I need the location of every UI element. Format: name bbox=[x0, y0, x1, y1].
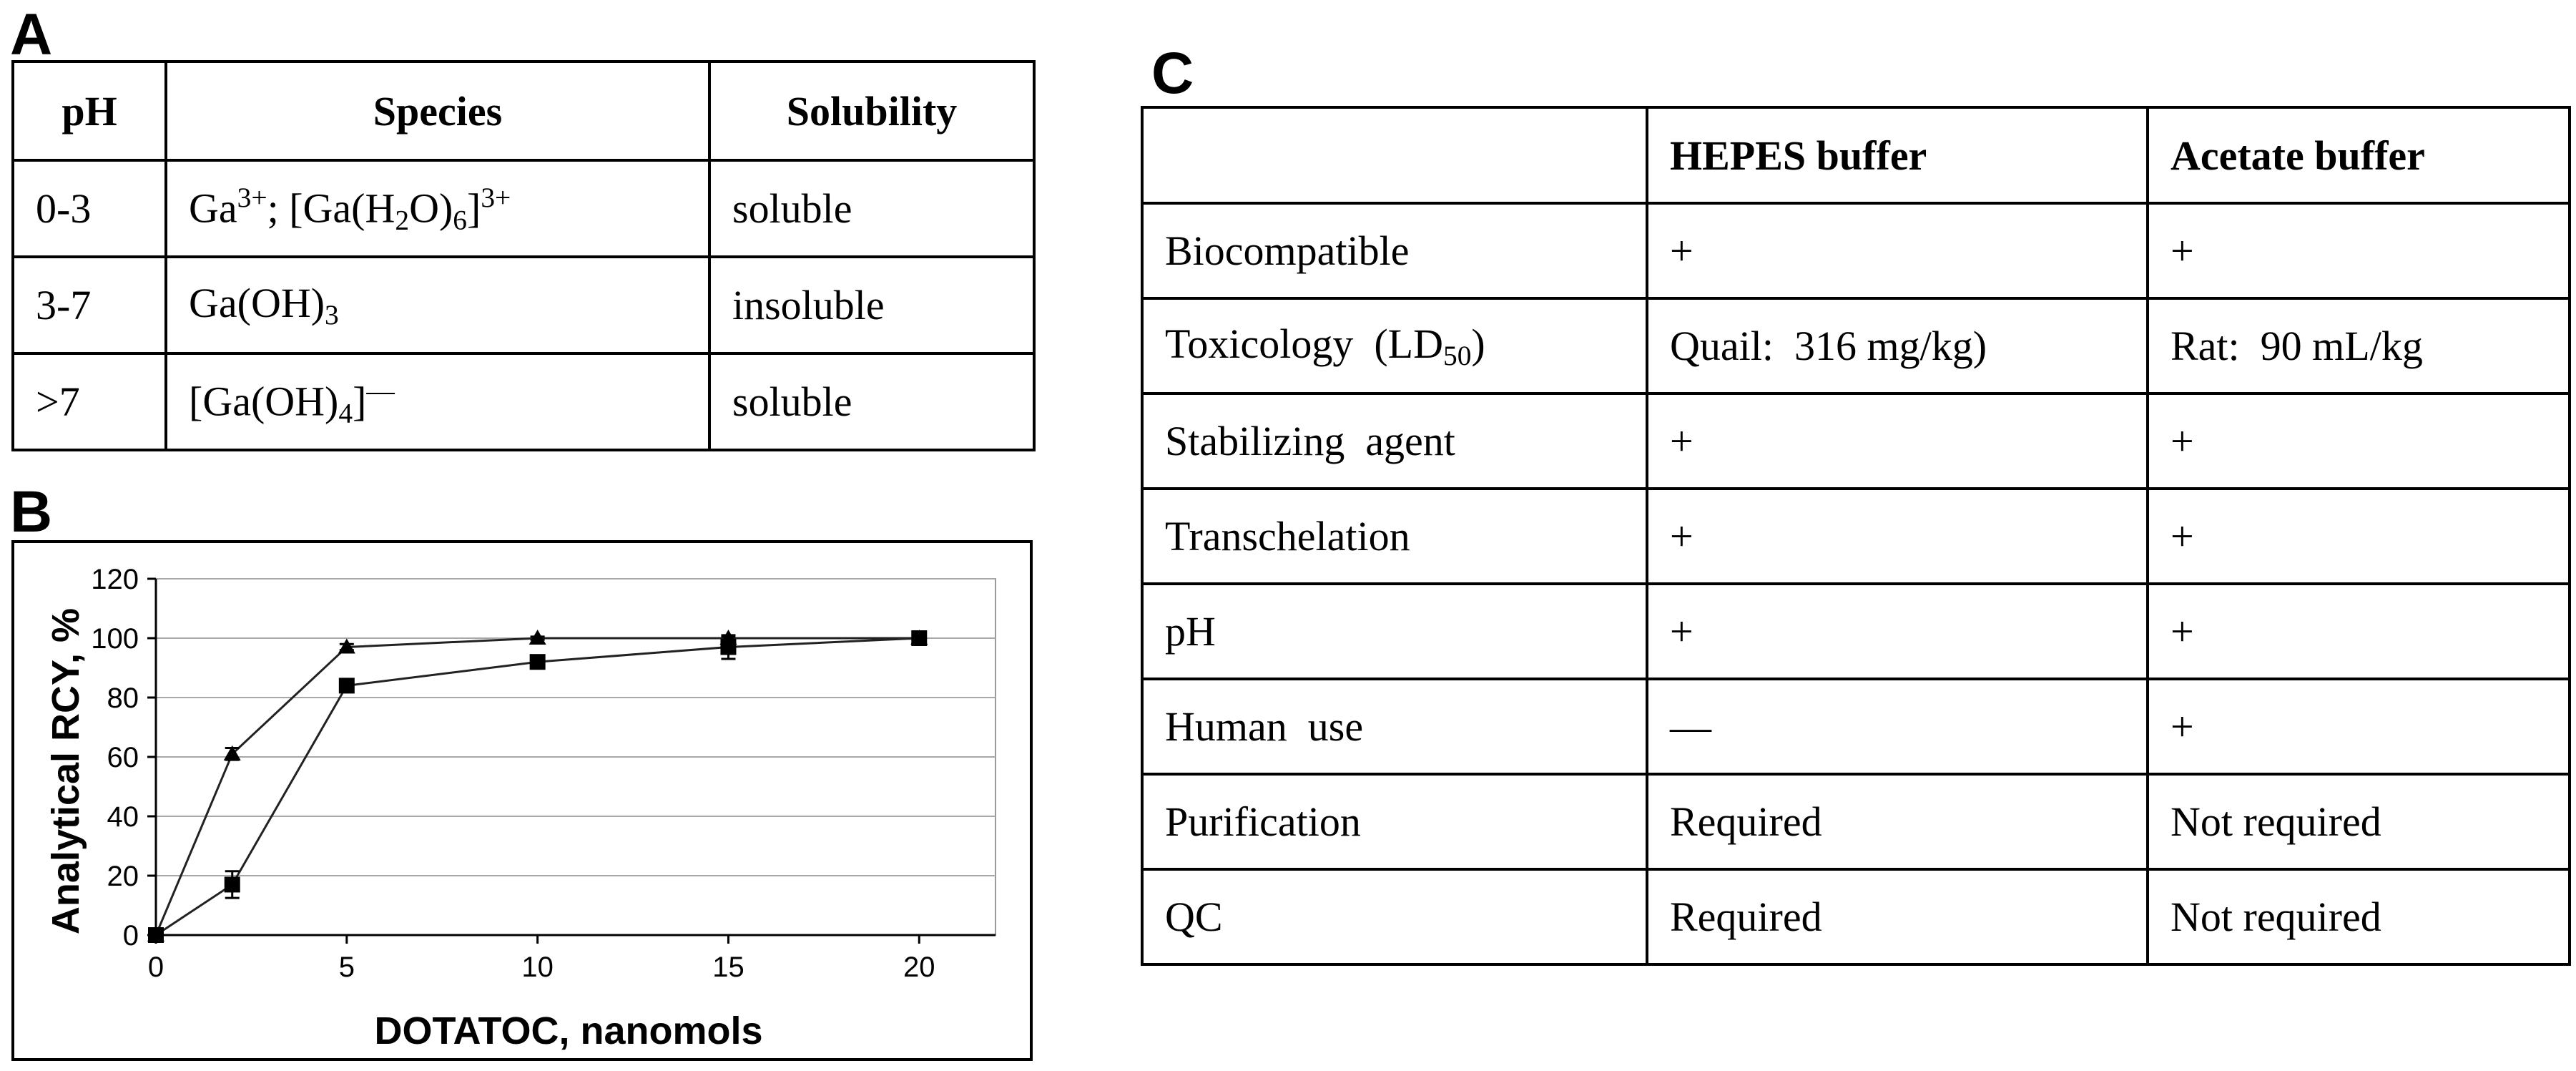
data-point-square bbox=[911, 630, 927, 646]
cell-ph: 0-3 bbox=[13, 160, 166, 257]
column-header-species: Species bbox=[166, 62, 709, 160]
cell-solubility: soluble bbox=[709, 353, 1034, 450]
cell-hepes: Required bbox=[1647, 774, 2148, 869]
table-header-row bbox=[1142, 107, 2570, 203]
cell-hepes: + bbox=[1647, 489, 2148, 584]
table-row bbox=[13, 160, 1034, 257]
buffer-comparison-table bbox=[1141, 106, 2571, 966]
table-row bbox=[1142, 393, 2570, 489]
cell-species: $Ga^{3+}$; $[Ga(H_2O)_6]^{3+}$ bbox=[166, 160, 709, 257]
data-point-square bbox=[148, 927, 164, 943]
table-header-row bbox=[13, 62, 1034, 160]
column-header-ph: pH bbox=[13, 62, 166, 160]
column-header-blank bbox=[1142, 107, 1647, 203]
cell-acetate: Rat: 90 mL/kg bbox=[2148, 298, 2570, 393]
table-row bbox=[1142, 679, 2570, 774]
x-axis-label: DOTATOC, nanomols bbox=[374, 1009, 763, 1052]
y-tick-label: 60 bbox=[107, 742, 139, 773]
cell-acetate: + bbox=[2148, 393, 2570, 489]
data-point-square bbox=[530, 654, 546, 670]
cell-hepes: + bbox=[1647, 393, 2148, 489]
cell-solubility: soluble bbox=[709, 160, 1034, 257]
y-tick-label: 100 bbox=[91, 623, 139, 655]
cell-acetate: + bbox=[2148, 203, 2570, 298]
cell-acetate: Not required bbox=[2148, 774, 2570, 869]
table-row bbox=[1142, 584, 2570, 679]
cell-acetate: Not required bbox=[2148, 869, 2570, 964]
data-point-square bbox=[225, 876, 240, 892]
cell-acetate: + bbox=[2148, 679, 2570, 774]
y-axis-label: Analytical RCY, % bbox=[44, 607, 87, 935]
panel-letter-b: B bbox=[10, 479, 53, 544]
cell-hepes: Required bbox=[1647, 869, 2148, 964]
panel-letter-c: C bbox=[1151, 41, 1194, 106]
cell-hepes: + bbox=[1647, 203, 2148, 298]
cell-hepes: Quail: 316 mg/kg) bbox=[1647, 298, 2148, 393]
table-row bbox=[1142, 203, 2570, 298]
data-point-square bbox=[720, 639, 736, 655]
data-point-square bbox=[339, 678, 355, 693]
cell-acetate: + bbox=[2148, 584, 2570, 679]
rcy-chart-frame bbox=[11, 540, 1033, 1061]
cell-property: Stabilizing agent bbox=[1142, 393, 1647, 489]
x-tick-label: 5 bbox=[338, 952, 355, 983]
y-tick-label: 80 bbox=[107, 683, 139, 714]
table-row bbox=[13, 257, 1034, 353]
cell-species: $[Ga(OH)_4]^—$ bbox=[166, 353, 709, 450]
x-tick-label: 20 bbox=[903, 952, 935, 983]
rcy-line-chart bbox=[14, 543, 1030, 1058]
cell-property: QC bbox=[1142, 869, 1647, 964]
cell-acetate: + bbox=[2148, 489, 2570, 584]
x-tick-label: 15 bbox=[712, 952, 744, 983]
y-tick-label: 20 bbox=[107, 861, 139, 892]
cell-property: pH bbox=[1142, 584, 1647, 679]
cell-property: Biocompatible bbox=[1142, 203, 1647, 298]
cell-ph: >7 bbox=[13, 353, 166, 450]
table-row bbox=[1142, 298, 2570, 393]
x-tick-label: 0 bbox=[147, 952, 164, 983]
x-tick-label: 10 bbox=[521, 952, 554, 983]
gallium-speciation-table bbox=[11, 60, 1036, 451]
cell-property: Toxicology $(LD_{50})$ bbox=[1142, 298, 1647, 393]
column-header-solubility: Solubility bbox=[709, 62, 1034, 160]
table-row bbox=[1142, 774, 2570, 869]
cell-property: Human use bbox=[1142, 679, 1647, 774]
cell-hepes: — bbox=[1647, 679, 2148, 774]
panel-letter-a: A bbox=[10, 2, 53, 67]
cell-species: $Ga(OH)_3$ bbox=[166, 257, 709, 353]
table-row bbox=[1142, 489, 2570, 584]
cell-property: Purification bbox=[1142, 774, 1647, 869]
column-header-hepes: HEPES buffer bbox=[1647, 107, 2148, 203]
y-tick-label: 120 bbox=[91, 564, 139, 595]
column-header-acetate: Acetate buffer bbox=[2148, 107, 2570, 203]
y-tick-label: 0 bbox=[122, 920, 139, 952]
cell-property: Transchelation bbox=[1142, 489, 1647, 584]
table-row bbox=[13, 353, 1034, 450]
y-tick-label: 40 bbox=[107, 801, 139, 833]
cell-ph: 3-7 bbox=[13, 257, 166, 353]
cell-solubility: insoluble bbox=[709, 257, 1034, 353]
cell-hepes: + bbox=[1647, 584, 2148, 679]
table-row bbox=[1142, 869, 2570, 964]
